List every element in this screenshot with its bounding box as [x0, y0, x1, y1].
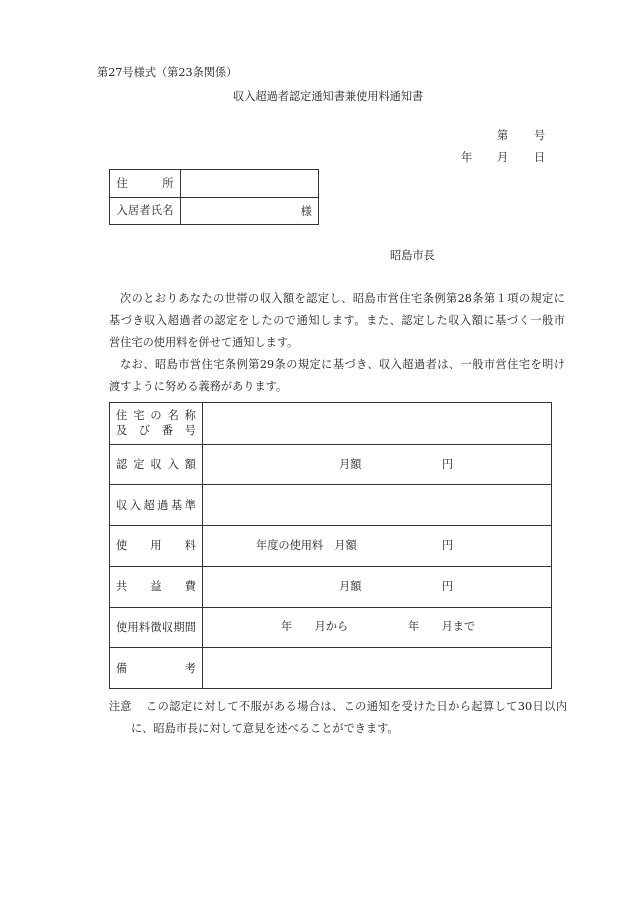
note-line1: この認定に対して不服がある場合は、この通知を受けた日から起算して30日以内 [146, 700, 567, 713]
address-label: 住 所 [116, 176, 174, 190]
common-service-fee-label: 共 益 費 [116, 580, 196, 594]
excess-income-standard-label: 収入超過基準 [116, 498, 196, 512]
usage-fee-value-cell [203, 526, 551, 566]
yen-unit: 円 [442, 538, 454, 552]
honorific-suffix: 様 [300, 204, 312, 218]
excess-income-standard-value-cell [203, 485, 551, 525]
number-suffix: 号 [534, 129, 546, 142]
paragraph2-line1: なお、昭島市営住宅条例第29条の規定に基づき、収入超過者は、一般市営住宅を明け [120, 358, 565, 371]
date-month: 月 [497, 151, 509, 164]
period-to: 年 月まで [408, 620, 476, 634]
table-row [110, 566, 551, 607]
paragraph2-line2: 渡すように努める義務があります。 [109, 380, 288, 393]
table-row [110, 525, 551, 566]
table-row [110, 484, 551, 525]
resident-name-row [110, 197, 318, 225]
yen-unit: 円 [442, 579, 454, 593]
usage-fee-label: 使 用 料 [116, 539, 196, 553]
housing-name-value-cell [203, 403, 551, 444]
number-prefix: 第 [497, 129, 509, 142]
housing-name-label-line1: 住 宅 の 名 称 [116, 409, 196, 423]
yen-unit: 円 [442, 457, 454, 471]
date-year: 年 [461, 151, 473, 164]
table-row [110, 444, 551, 485]
recipient-table [109, 169, 319, 225]
address-row [110, 170, 318, 197]
table-row [110, 403, 551, 444]
details-table [109, 402, 552, 689]
collection-period-value-cell [203, 608, 551, 648]
housing-name-label-line2: 及 び 番 号 [116, 424, 196, 438]
annual-usage-fee-monthly-label: 年度の使用料 月額 [256, 538, 357, 552]
address-value-cell [181, 170, 318, 197]
issuer: 昭島市長 [390, 249, 435, 262]
collection-period-label: 使用料徴収期間 [116, 620, 196, 634]
period-from: 年 月から [281, 620, 349, 634]
paragraph1-line3: 営住宅の使用料を併せて通知します。 [109, 336, 299, 349]
remarks-label: 備 考 [116, 661, 196, 675]
resident-name-value-cell [181, 198, 318, 225]
paragraph1-line2: 基づき収入超過者の認定をしたので通知します。また、認定した収入額に基づく一般市 [109, 314, 565, 327]
paragraph1-line1: 次のとおりあなたの世帯の収入額を認定し、昭島市営住宅条例第28条第１項の規定に [120, 292, 565, 305]
certified-income-value-cell [203, 445, 551, 485]
common-service-fee-value-cell [203, 567, 551, 607]
note-label: 注意 [109, 700, 132, 713]
monthly-amount-label: 月額 [339, 457, 362, 471]
monthly-amount-label: 月額 [339, 579, 362, 593]
table-row [110, 647, 551, 688]
resident-name-label: 入居者氏名 [116, 204, 174, 218]
table-row [110, 607, 551, 648]
document-title: 収入超過者認定通知書兼使用料通知書 [233, 90, 424, 103]
certified-income-label: 認 定 収 入 額 [116, 458, 196, 472]
form-number: 第27号様式（第23条関係） [97, 66, 238, 79]
remarks-value-cell [203, 648, 551, 688]
note-line2: に、昭島市長に対して意見を述べることができます。 [131, 722, 399, 735]
date-day: 日 [534, 151, 546, 164]
